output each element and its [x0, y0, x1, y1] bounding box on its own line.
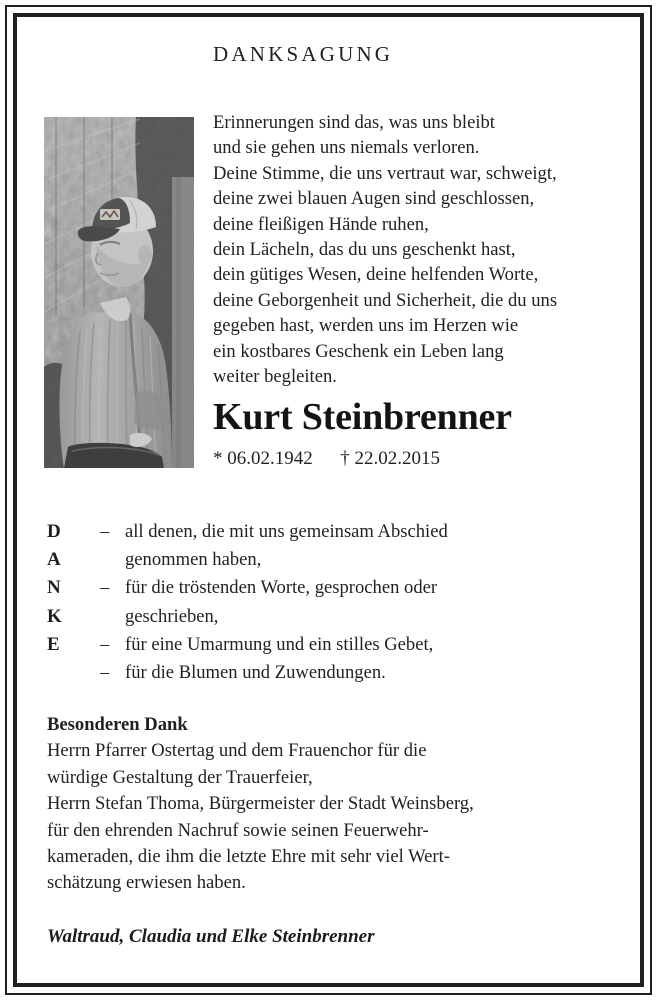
- acrostic-row-text: für eine Umarmung und ein stilles Gebet,: [125, 633, 434, 655]
- list-marker: –: [100, 662, 110, 684]
- memorial-poem: [213, 110, 613, 389]
- life-dates: [213, 448, 440, 470]
- special-thanks-block: [47, 712, 613, 897]
- list-marker: –: [100, 521, 110, 542]
- special-thanks-line: Herrn Pfarrer Ostertag und dem Frauenchor für die: [47, 740, 427, 762]
- family-signature: Waltraud, Claudia und Elke Steinbrenner: [47, 926, 375, 947]
- poem-line: gegeben hast, werden uns im Herzen wie: [213, 315, 519, 337]
- death-symbol: †: [340, 448, 350, 469]
- page-title: DANKSAGUNG: [213, 42, 394, 66]
- poem-line: Erinnerungen sind das, was uns bleibt: [213, 112, 495, 133]
- poem-line: deine fleißigen Hände ruhen,: [213, 213, 429, 235]
- special-thanks-line: schätzung erwiesen haben.: [47, 872, 246, 894]
- acrostic-row-text: für die Blumen und Zuwendungen.: [125, 662, 386, 684]
- poem-line: deine zwei blauen Augen sind geschlossen,: [213, 188, 535, 210]
- poem-line: dein gütiges Wesen, deine helfenden Worte,: [213, 264, 539, 286]
- poem-line: dein Lächeln, das du uns geschenkt hast,: [213, 239, 516, 261]
- poem-line: deine Geborgenheit und Sicherheit, die du uns: [213, 289, 558, 311]
- acrostic-letter: A: [47, 549, 61, 571]
- acrostic-row-text: genommen haben,: [125, 549, 262, 571]
- acrostic-letter: E: [47, 633, 60, 655]
- death-date: 22.02.2015: [354, 448, 440, 469]
- birth-symbol: *: [213, 448, 223, 469]
- special-thanks-line: für den ehrenden Nachruf sowie seinen Feuerwehr-: [47, 819, 429, 841]
- acrostic-row-text: für die tröstenden Worte, gesprochen oder: [125, 577, 438, 599]
- special-thanks-line: Herrn Stefan Thoma, Bürgermeister der Stadt Weinsberg,: [47, 793, 474, 815]
- acrostic-row: [100, 546, 613, 574]
- acrostic-letter: D: [47, 521, 61, 542]
- acrostic-row-text: all denen, die mit uns gemeinsam Abschied: [125, 521, 448, 542]
- acrostic-text-column: [100, 518, 613, 687]
- acrostic-row-text: geschrieben,: [125, 605, 219, 627]
- acrostic-row: [100, 659, 613, 687]
- poem-line: weiter begleiten.: [213, 366, 337, 388]
- poem-line: Deine Stimme, die uns vertraut war, schweigt,: [213, 162, 557, 184]
- acrostic-row: [100, 603, 613, 631]
- acrostic-letter-column: [47, 518, 93, 659]
- list-marker: –: [100, 577, 110, 599]
- special-thanks-line: kameraden, die ihm die letzte Ehre mit sehr viel Wert-: [47, 846, 450, 868]
- acrostic-letter: N: [47, 577, 61, 599]
- poem-line: ein kostbares Geschenk ein Leben lang: [213, 340, 504, 362]
- portrait-photo: [44, 117, 194, 468]
- acrostic-row: [100, 518, 613, 546]
- poem-line: und sie gehen uns niemals verloren.: [213, 137, 480, 159]
- birth-date: 06.02.1942: [227, 448, 313, 469]
- special-thanks-line: würdige Gestaltung der Trauerfeier,: [47, 766, 313, 788]
- acrostic-row: [100, 574, 613, 602]
- acrostic-letter: K: [47, 605, 62, 627]
- special-thanks-heading: Besonderen Dank: [47, 714, 188, 735]
- acrostic-row: [100, 631, 613, 659]
- list-marker: –: [100, 633, 110, 655]
- deceased-name: Kurt Steinbrenner: [213, 396, 512, 438]
